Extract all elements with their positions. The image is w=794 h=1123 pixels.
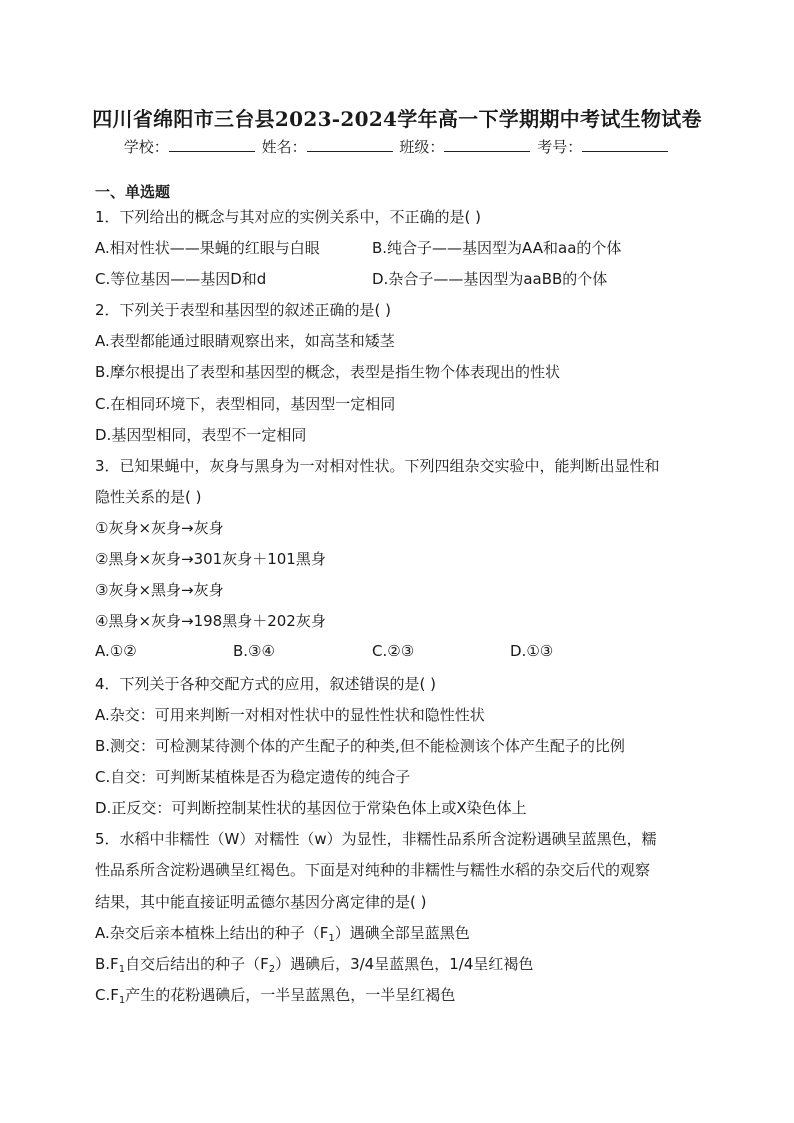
option-a: A.①② xyxy=(95,642,137,660)
question-1-stem: 1．下列给出的概念与其对应的实例关系中，不正确的是( ) xyxy=(95,208,482,226)
class-blank[interactable] xyxy=(444,137,530,152)
option-b: $B.F_1$自交后结出的种子$(F_2)$遇碘后，3/4呈蓝黑色，1/4呈红褐色 xyxy=(95,955,534,975)
option-b: B.摩尔根提出了表型和基因型的概念，表型是指生物个体表现出的性状 xyxy=(95,363,561,381)
question-2-stem: 2．下列关于表型和基因型的叙述正确的是( ) xyxy=(95,301,392,319)
class-label: 班级： xyxy=(399,138,445,156)
question-1-options-row-1 xyxy=(95,237,622,258)
option-d: D.基因型相同，表型不一定相同 xyxy=(95,426,307,444)
question-5-stem-line-3: 结果，其中能直接证明孟德尔基因分离定律的是( ) xyxy=(95,893,427,911)
question-5-stem-line-1: 5．水稻中非糯性（W）对糯性（w）为显性，非糯性品系所含淀粉遇碘呈蓝黑色，糯 xyxy=(95,830,657,848)
option-c: C.自交：可判断某植株是否为稳定遗传的纯合子 xyxy=(95,768,411,786)
option-c: C.在相同环境下，表型相同，基因型一定相同 xyxy=(95,395,396,413)
option-b: B.测交：可检测某待测个体的产生配子的种类,但不能检测该个体产生配子的比例 xyxy=(95,737,625,755)
cross-item-4: ④黑身×灰身→198黑身＋202灰身 xyxy=(95,612,326,630)
question-3-stem-line-2: 隐性关系的是( ) xyxy=(95,488,202,506)
question-1-options-row-2 xyxy=(95,268,608,289)
name-blank[interactable] xyxy=(307,137,393,152)
school-blank[interactable] xyxy=(169,137,255,152)
option-b: B.③④ xyxy=(233,642,275,660)
name-label: 姓名： xyxy=(261,138,307,156)
option-c: C.②③ xyxy=(372,642,415,660)
student-info-row xyxy=(0,136,794,157)
exam-number-label: 考号： xyxy=(537,138,583,156)
page-title: 四川省绵阳市三台县2023-2024学年高一下学期期中考试生物试卷 xyxy=(92,107,702,131)
cross-item-2: ②黑身×灰身→301灰身＋101黑身 xyxy=(95,550,326,568)
option-c: C.等位基因——基因D和d xyxy=(95,270,267,288)
question-3-options-row xyxy=(95,642,695,662)
question-4-stem: 4．下列关于各种交配方式的应用，叙述错误的是( ) xyxy=(95,675,437,693)
section-title: 一、单选题 xyxy=(95,183,171,201)
cross-item-3: ③灰身×黑身→灰身 xyxy=(95,581,224,599)
option-b: B.纯合子——基因型为AA和aa的个体 xyxy=(372,239,622,257)
option-d: D.①③ xyxy=(510,642,554,660)
option-a: A.表型都能通过眼睛观察出来，如高茎和矮茎 xyxy=(95,332,395,350)
option-d: D.正反交：可判断控制某性状的基因位于常染色体上或X染色体上 xyxy=(95,799,527,817)
exam-number-blank[interactable] xyxy=(582,137,668,152)
cross-item-1: ①灰身×灰身→灰身 xyxy=(95,519,224,537)
school-label: 学校： xyxy=(123,138,169,156)
question-5-stem-line-2: 性品系所含淀粉遇碘呈红褐色。下面是对纯种的非糯性与糯性水稻的杂交后代的观察 xyxy=(95,861,651,879)
option-c: $C.F_1$产生的花粉遇碘后，一半呈蓝黑色，一半呈红褐色 xyxy=(95,986,456,1006)
option-a: A.杂交：可用来判断一对相对性状中的显性性状和隐性性状 xyxy=(95,706,485,724)
option-a: A.杂交后亲本植株上结出的种子$(F_1)$遇碘全部呈蓝黑色 xyxy=(95,924,470,944)
option-a: A.相对性状——果蝇的红眼与白眼 xyxy=(95,239,320,257)
option-d: D.杂合子——基因型为aaBB的个体 xyxy=(372,270,608,288)
question-3-stem-line-1: 3．已知果蝇中，灰身与黑身为一对相对性状。下列四组杂交实验中，能判断出显性和 xyxy=(95,457,660,475)
